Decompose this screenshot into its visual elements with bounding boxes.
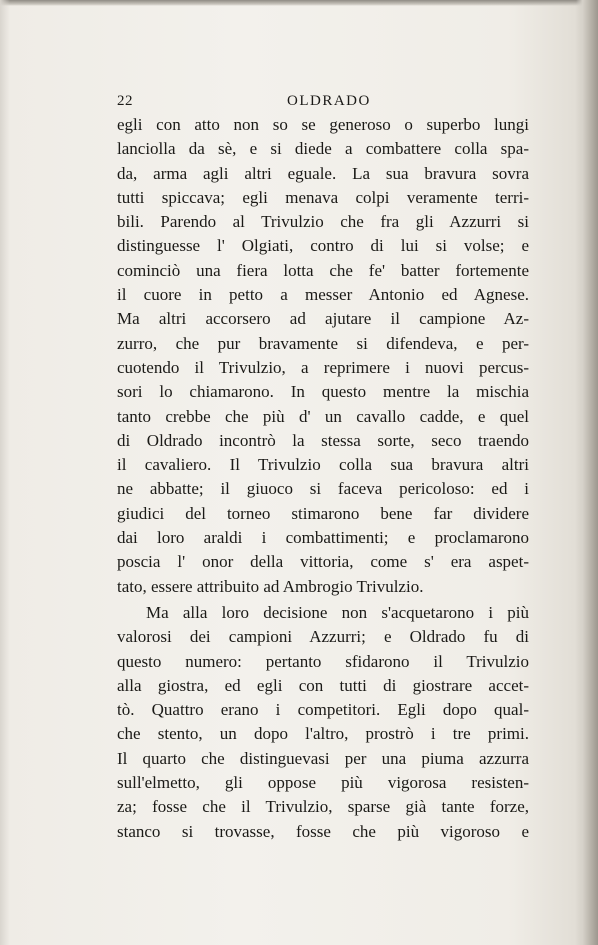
text-line: Ma altri accorsero ad ajutare il campione Az-	[117, 309, 529, 329]
text-line: cuotendo il Trivulzio, a reprimere i nuovi percus-	[117, 357, 529, 377]
text-line: za; fosse che il Trivulzio, sparse già tante forze,	[117, 797, 529, 817]
text-line: che stento, un dopo l'altro, prostrò i tre primi.	[117, 724, 529, 744]
scan-right-edge	[576, 0, 598, 945]
running-title: OLDRADO	[287, 93, 371, 109]
text-line: il cuore in petto a messer Antonio ed Agnese.	[117, 285, 529, 305]
text-line: sull'elmetto, gli oppose più vigorosa resisten-	[117, 773, 529, 793]
text-line: questo numero: pertanto sfidarono il Trivulzio	[117, 651, 529, 671]
text-line: tanto crebbe che più d' un cavallo cadde, e quel	[117, 406, 529, 426]
text-line: stanco si trovasse, fosse che più vigoroso e	[117, 821, 529, 841]
text-line: il cavaliero. Il Trivulzio colla sua bravura altri	[117, 455, 529, 475]
text-line: Il quarto che distinguevasi per una piuma azzurra	[117, 748, 529, 768]
text-line: di Oldrado incontrò la stessa sorte, seco traendo	[117, 430, 529, 450]
text-line: tò. Quattro erano i competitori. Egli dopo qual-	[117, 700, 529, 720]
page-number: 22	[117, 93, 133, 109]
scan-left-shadow	[0, 0, 10, 945]
text-line: ne abbatte; il giuoco si faceva pericoloso: ed i	[117, 479, 529, 499]
text-line: cominciò una fiera lotta che fe' batter fortemente	[117, 260, 529, 280]
text-line: distinguesse l' Olgiati, contro di lui si volse; e	[117, 236, 529, 256]
text-line: tutti spiccava; egli menava colpi veramente terri-	[117, 187, 529, 207]
paragraph-2	[117, 601, 529, 844]
body-text	[117, 113, 529, 844]
text-line: bili. Parendo al Trivulzio che fra gli Azzurri si	[117, 212, 529, 232]
text-line: da, arma agli altri eguale. La sua bravura sovra	[117, 163, 529, 183]
paragraph-1	[117, 113, 529, 599]
text-line: valorosi dei campioni Azzurri; e Oldrado fu di	[117, 627, 529, 647]
text-line: egli con atto non so se generoso o superbo lungi	[117, 115, 529, 134]
text-line: giudici del torneo stimarono bene far dividere	[117, 503, 529, 523]
text-line: poscia l' onor della vittoria, come s' era aspet-	[117, 552, 529, 572]
text-line: zurro, che pur bravamente si difendeva, e per-	[117, 333, 529, 353]
text-line: Ma alla loro decisione non s'acquetarono i più	[146, 602, 529, 622]
page-header	[117, 93, 529, 115]
text-line: dai loro araldi i combattimenti; e proclamarono	[117, 528, 529, 548]
scan-top-edge	[0, 0, 598, 6]
text-line: sori lo chiamarono. In questo mentre la mischia	[117, 382, 529, 402]
text-line: alla giostra, ed egli con tutti di giostrare accet-	[117, 675, 529, 695]
text-line: lanciolla da sè, e si diede a combattere colla spa-	[117, 139, 529, 159]
text-line: tato, essere attribuito ad Ambrogio Trivulzio.	[117, 576, 424, 596]
